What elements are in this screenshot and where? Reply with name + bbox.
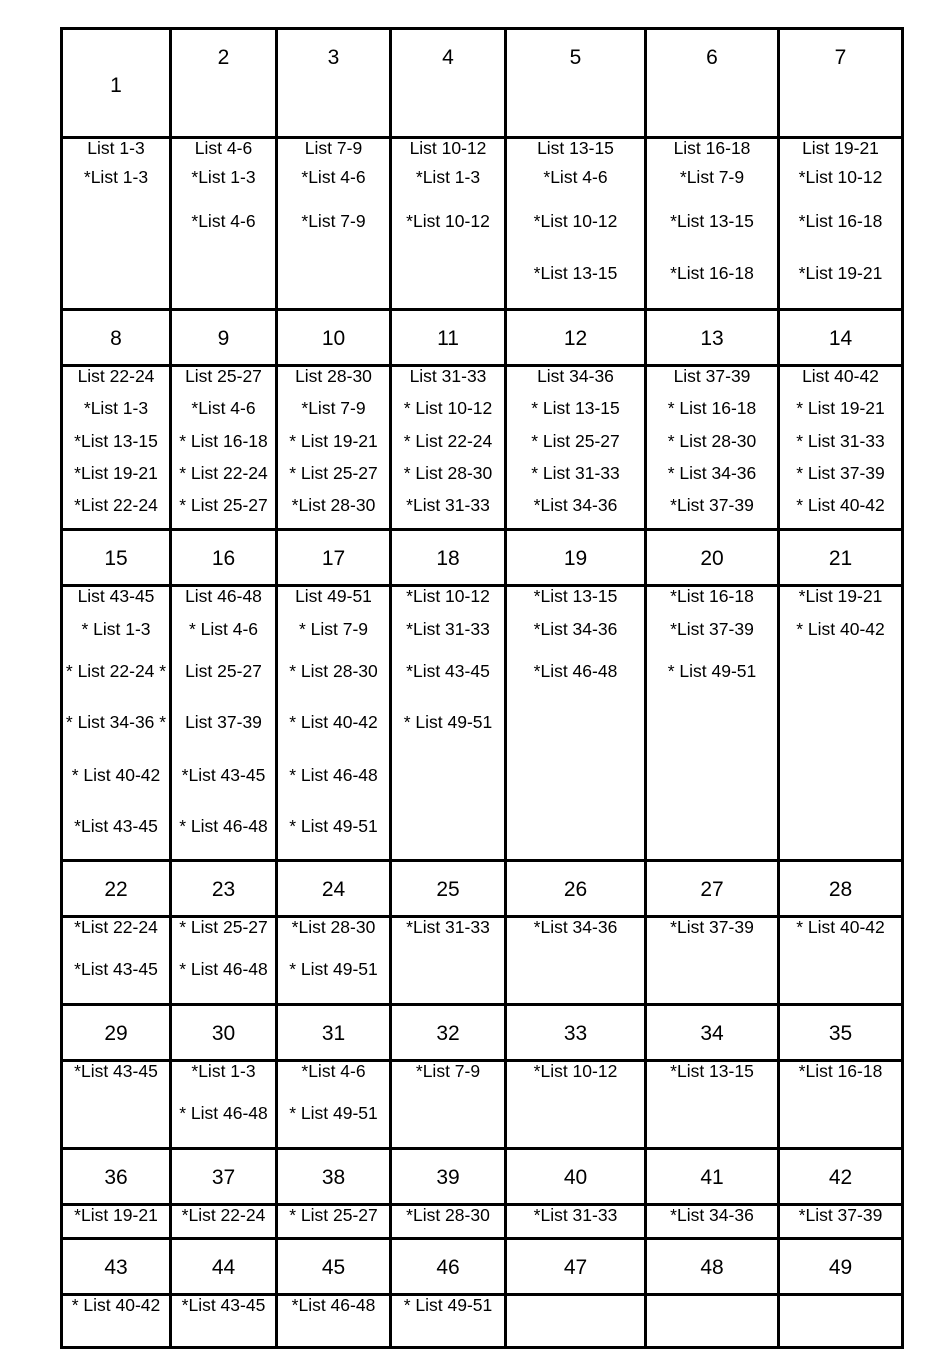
list-entry: *List 1-3 bbox=[83, 398, 149, 419]
list-entry: *List 4-6 bbox=[191, 398, 256, 419]
list-entry: *List 28-30 bbox=[406, 1205, 490, 1225]
day-number-row bbox=[62, 310, 903, 366]
list-assignment-row bbox=[62, 138, 903, 310]
list-entry: *List 28-30 bbox=[291, 495, 376, 515]
list-assignment-cell bbox=[646, 1205, 779, 1239]
day-cell bbox=[779, 530, 903, 586]
list-entry: *List 43-45 bbox=[406, 660, 490, 681]
day-cell bbox=[506, 1005, 646, 1061]
list-entry: * List 49-51 bbox=[667, 660, 757, 681]
day-number: 2 bbox=[217, 46, 230, 69]
list-assignment-cell bbox=[391, 1205, 506, 1239]
day-number: 10 bbox=[321, 327, 346, 350]
list-assignment-cell bbox=[171, 138, 277, 310]
list-entry: * List 28-30 bbox=[289, 660, 378, 681]
day-cell bbox=[391, 1005, 506, 1061]
day-cell bbox=[506, 530, 646, 586]
day-cell bbox=[779, 1005, 903, 1061]
list-entry: * List 4-6 bbox=[188, 619, 259, 640]
list-entry: *List 19-21 bbox=[798, 262, 883, 283]
list-entry: *List 1-3 bbox=[191, 1061, 256, 1081]
list-entry: List 22-24 bbox=[77, 366, 155, 386]
list-entry: *List 7-9 bbox=[415, 1061, 481, 1081]
list-assignment-cell bbox=[646, 1061, 779, 1149]
list-entry: *List 43-45 bbox=[74, 1061, 158, 1081]
day-number: 46 bbox=[436, 1256, 460, 1279]
day-cell bbox=[171, 310, 277, 366]
list-assignment-cell bbox=[646, 1295, 779, 1348]
list-entry: *List 37-39 bbox=[670, 495, 754, 515]
day-number: 19 bbox=[563, 547, 588, 570]
list-entry: *List 22-24 bbox=[181, 1205, 266, 1225]
list-entry: * List 7-9 bbox=[298, 619, 369, 640]
day-number: 41 bbox=[700, 1166, 724, 1189]
list-assignment-cell bbox=[779, 366, 903, 530]
list-entry: List 34-36 bbox=[537, 366, 614, 386]
day-number: 3 bbox=[327, 46, 340, 69]
list-assignment-cell bbox=[646, 138, 779, 310]
day-cell bbox=[391, 861, 506, 917]
study-schedule-table bbox=[60, 27, 904, 1349]
list-entry: *List 7-9 bbox=[301, 210, 366, 231]
list-entry: * List 1-3 bbox=[81, 619, 151, 640]
day-number: 20 bbox=[700, 547, 724, 570]
list-assignment-cell bbox=[506, 366, 646, 530]
list-entry: * List 40-42 bbox=[796, 495, 885, 515]
list-entry: * List 37-39 bbox=[796, 462, 885, 483]
list-assignment-cell bbox=[277, 138, 391, 310]
day-number: 18 bbox=[436, 547, 460, 570]
list-entry: *List 37-39 bbox=[670, 619, 754, 640]
list-entry: *List 43-45 bbox=[181, 765, 266, 785]
list-assignment-row bbox=[62, 917, 903, 1005]
day-number: 9 bbox=[217, 327, 230, 350]
day-cell bbox=[171, 1149, 277, 1205]
day-cell bbox=[62, 1239, 171, 1295]
list-entry: *List 10-12 bbox=[798, 167, 883, 188]
day-number: 48 bbox=[700, 1256, 724, 1279]
day-number: 39 bbox=[436, 1166, 460, 1189]
list-entry: * List 46-48 bbox=[179, 816, 268, 837]
day-cell bbox=[62, 29, 171, 138]
list-assignment-cell bbox=[779, 1205, 903, 1239]
list-entry: *List 19-21 bbox=[74, 462, 158, 483]
day-cell bbox=[779, 861, 903, 917]
list-entry: *List 22-24 bbox=[74, 917, 158, 937]
list-entry: *List 10-12 bbox=[533, 1061, 618, 1081]
list-assignment-cell bbox=[171, 1205, 277, 1239]
list-assignment-cell bbox=[277, 1061, 391, 1149]
day-number: 37 bbox=[211, 1166, 236, 1189]
list-entry: *List 16-18 bbox=[798, 1061, 883, 1081]
day-number: 8 bbox=[110, 327, 122, 350]
list-entry: *List 31-33 bbox=[406, 619, 490, 640]
list-entry: *List 13-15 bbox=[533, 262, 618, 283]
list-entry: *List 1-3 bbox=[191, 167, 256, 188]
day-cell bbox=[779, 310, 903, 366]
list-assignment-cell bbox=[277, 917, 391, 1005]
day-number: 22 bbox=[104, 878, 128, 901]
day-number: 31 bbox=[321, 1022, 346, 1045]
day-number: 30 bbox=[211, 1022, 236, 1045]
list-assignment-cell bbox=[62, 1205, 171, 1239]
list-assignment-cell bbox=[506, 138, 646, 310]
day-number: 12 bbox=[563, 327, 588, 350]
list-entry: *List 4-6 bbox=[543, 167, 608, 188]
day-number: 33 bbox=[563, 1022, 588, 1045]
day-cell bbox=[391, 1149, 506, 1205]
day-number-row bbox=[62, 29, 903, 138]
list-entry: * List 46-48 bbox=[289, 765, 378, 785]
list-entry: * List 40-42 bbox=[796, 917, 885, 937]
day-number: 35 bbox=[828, 1022, 853, 1045]
list-assignment-cell bbox=[277, 1295, 391, 1348]
list-assignment-row bbox=[62, 1295, 903, 1348]
day-number: 36 bbox=[104, 1166, 128, 1189]
list-assignment-row bbox=[62, 1061, 903, 1149]
list-entry: * List 19-21 bbox=[796, 398, 885, 419]
list-assignment-cell bbox=[171, 917, 277, 1005]
day-number-row bbox=[62, 1149, 903, 1205]
list-entry: *List 46-48 bbox=[533, 660, 618, 681]
list-entry: * List 34-36 bbox=[667, 462, 757, 483]
list-entry: *List 28-30 bbox=[291, 917, 376, 937]
list-assignment-cell bbox=[277, 366, 391, 530]
day-number: 47 bbox=[563, 1256, 588, 1279]
day-number: 44 bbox=[211, 1256, 236, 1279]
list-entry: List 49-51 bbox=[295, 586, 372, 606]
list-entry: List 25-27 bbox=[185, 660, 262, 681]
list-entry: * List 16-18 bbox=[667, 398, 757, 419]
list-assignment-cell bbox=[506, 917, 646, 1005]
list-entry: * List 34-36 * bbox=[65, 711, 167, 732]
day-cell bbox=[171, 861, 277, 917]
list-entry: * List 31-33 bbox=[796, 430, 885, 451]
list-assignment-cell bbox=[506, 1205, 646, 1239]
list-entry: *List 31-33 bbox=[406, 495, 490, 515]
day-cell bbox=[646, 310, 779, 366]
day-cell bbox=[171, 29, 277, 138]
list-assignment-cell bbox=[62, 586, 171, 861]
list-entry: *List 43-45 bbox=[74, 959, 158, 980]
day-cell bbox=[506, 29, 646, 138]
list-entry: *List 37-39 bbox=[670, 917, 754, 937]
list-entry: *List 10-12 bbox=[533, 210, 618, 231]
list-assignment-cell bbox=[779, 138, 903, 310]
list-entry: * List 28-30 bbox=[403, 462, 493, 483]
list-assignment-cell bbox=[62, 1295, 171, 1348]
list-entry: *List 34-36 bbox=[670, 1205, 754, 1225]
list-entry: *List 37-39 bbox=[798, 1205, 883, 1225]
list-entry: * List 49-51 bbox=[289, 816, 378, 837]
day-cell bbox=[506, 310, 646, 366]
list-entry: * List 31-33 bbox=[531, 462, 620, 483]
day-number: 1 bbox=[110, 74, 122, 97]
list-entry: * List 40-42 bbox=[796, 619, 885, 640]
list-assignment-cell bbox=[779, 917, 903, 1005]
list-entry: List 46-48 bbox=[185, 586, 262, 606]
list-assignment-cell bbox=[506, 1061, 646, 1149]
list-entry: List 7-9 bbox=[304, 138, 363, 158]
list-entry: * List 22-24 bbox=[179, 462, 268, 483]
list-entry: *List 34-36 bbox=[533, 619, 618, 640]
day-number: 28 bbox=[828, 878, 853, 901]
list-entry: List 37-39 bbox=[185, 711, 262, 732]
list-entry: List 28-30 bbox=[295, 366, 372, 386]
day-number-row bbox=[62, 1005, 903, 1061]
list-assignment-row bbox=[62, 1205, 903, 1239]
list-assignment-cell bbox=[171, 586, 277, 861]
list-assignment-cell bbox=[779, 1061, 903, 1149]
day-number: 40 bbox=[563, 1166, 588, 1189]
day-cell bbox=[779, 29, 903, 138]
list-entry: List 19-21 bbox=[802, 138, 879, 158]
list-entry: List 1-3 bbox=[87, 138, 145, 158]
list-assignment-cell bbox=[646, 917, 779, 1005]
list-entry: *List 16-18 bbox=[798, 210, 883, 231]
list-entry: * List 10-12 bbox=[403, 398, 493, 419]
list-assignment-cell bbox=[171, 1295, 277, 1348]
list-assignment-cell bbox=[277, 586, 391, 861]
list-entry: *List 13-15 bbox=[74, 430, 158, 451]
list-entry: List 10-12 bbox=[409, 138, 487, 158]
day-number: 4 bbox=[442, 46, 454, 69]
day-cell bbox=[646, 29, 779, 138]
day-number: 29 bbox=[104, 1022, 128, 1045]
list-assignment-cell bbox=[171, 366, 277, 530]
day-cell bbox=[277, 29, 391, 138]
day-cell bbox=[62, 530, 171, 586]
day-number-row bbox=[62, 861, 903, 917]
day-cell bbox=[277, 310, 391, 366]
day-cell bbox=[277, 1239, 391, 1295]
list-entry: *List 4-6 bbox=[191, 210, 256, 231]
list-entry: *List 22-24 bbox=[74, 495, 158, 515]
day-cell bbox=[62, 1005, 171, 1061]
day-number: 34 bbox=[700, 1022, 724, 1045]
list-entry: List 43-45 bbox=[77, 586, 155, 606]
list-assignment-cell bbox=[391, 366, 506, 530]
day-cell bbox=[779, 1239, 903, 1295]
list-entry: *List 31-33 bbox=[406, 917, 490, 937]
list-entry: *List 10-12 bbox=[406, 586, 490, 606]
day-cell bbox=[62, 861, 171, 917]
list-assignment-cell bbox=[62, 1061, 171, 1149]
list-entry: *List 43-45 bbox=[181, 1295, 266, 1315]
day-cell bbox=[62, 310, 171, 366]
list-assignment-row bbox=[62, 586, 903, 861]
list-entry: *List 1-3 bbox=[415, 167, 481, 188]
day-number: 27 bbox=[700, 878, 724, 901]
day-cell bbox=[277, 1149, 391, 1205]
list-entry: List 4-6 bbox=[194, 138, 253, 158]
day-number: 23 bbox=[211, 878, 236, 901]
list-entry: * List 13-15 bbox=[531, 398, 620, 419]
list-assignment-cell bbox=[779, 1295, 903, 1348]
day-number-row bbox=[62, 530, 903, 586]
list-entry: * List 19-21 bbox=[289, 430, 378, 451]
list-entry: List 31-33 bbox=[409, 366, 487, 386]
day-number: 43 bbox=[104, 1256, 128, 1279]
list-entry: * List 22-24 bbox=[403, 430, 493, 451]
list-entry: *List 4-6 bbox=[301, 167, 366, 188]
day-number: 16 bbox=[211, 547, 236, 570]
list-assignment-cell bbox=[171, 1061, 277, 1149]
list-entry: * List 16-18 bbox=[179, 430, 268, 451]
day-cell bbox=[277, 530, 391, 586]
day-cell bbox=[391, 530, 506, 586]
list-assignment-cell bbox=[62, 138, 171, 310]
list-entry: *List 34-36 bbox=[533, 917, 618, 937]
list-assignment-cell bbox=[646, 366, 779, 530]
list-entry: * List 49-51 bbox=[289, 959, 378, 980]
day-cell bbox=[646, 1239, 779, 1295]
list-entry: *List 46-48 bbox=[291, 1295, 376, 1315]
day-cell bbox=[171, 530, 277, 586]
list-entry: * List 40-42 bbox=[289, 711, 378, 732]
day-number: 24 bbox=[321, 878, 346, 901]
list-entry: *List 31-33 bbox=[533, 1205, 618, 1225]
list-entry: *List 7-9 bbox=[679, 167, 745, 188]
list-entry: *List 13-15 bbox=[533, 586, 618, 606]
list-entry: *List 1-3 bbox=[83, 167, 149, 188]
list-entry: *List 16-18 bbox=[670, 586, 754, 606]
list-assignment-cell bbox=[646, 586, 779, 861]
list-assignment-cell bbox=[62, 366, 171, 530]
day-number: 32 bbox=[436, 1022, 460, 1045]
list-entry: *List 4-6 bbox=[301, 1061, 366, 1081]
list-entry: *List 7-9 bbox=[301, 398, 366, 419]
day-number: 14 bbox=[828, 327, 853, 350]
list-entry: * List 28-30 bbox=[667, 430, 757, 451]
day-number: 6 bbox=[706, 46, 718, 69]
list-entry: * List 46-48 bbox=[179, 959, 268, 980]
day-number: 49 bbox=[828, 1256, 853, 1279]
day-number: 5 bbox=[569, 46, 582, 69]
list-entry: * List 49-51 bbox=[403, 1295, 493, 1315]
day-cell bbox=[646, 861, 779, 917]
list-entry: List 37-39 bbox=[673, 366, 751, 386]
day-cell bbox=[506, 1149, 646, 1205]
day-number: 25 bbox=[436, 878, 460, 901]
day-number: 38 bbox=[321, 1166, 346, 1189]
list-entry: * List 49-51 bbox=[289, 1103, 378, 1124]
list-assignment-cell bbox=[506, 1295, 646, 1348]
day-cell bbox=[277, 861, 391, 917]
list-entry: * List 49-51 bbox=[403, 711, 493, 732]
list-entry: *List 34-36 bbox=[533, 495, 618, 515]
list-assignment-cell bbox=[391, 1295, 506, 1348]
list-assignment-cell bbox=[391, 1061, 506, 1149]
list-entry: * List 25-27 bbox=[531, 430, 620, 451]
list-entry: * List 25-27 bbox=[289, 462, 378, 483]
day-number: 45 bbox=[321, 1256, 346, 1279]
list-assignment-cell bbox=[779, 586, 903, 861]
day-number: 21 bbox=[828, 547, 853, 570]
list-entry: * List 40-42 bbox=[71, 765, 161, 785]
day-cell bbox=[506, 861, 646, 917]
day-cell bbox=[646, 530, 779, 586]
day-cell bbox=[277, 1005, 391, 1061]
list-entry: * List 25-27 bbox=[179, 917, 268, 937]
day-cell bbox=[391, 29, 506, 138]
day-number: 42 bbox=[828, 1166, 853, 1189]
list-assignment-cell bbox=[62, 917, 171, 1005]
list-entry: List 40-42 bbox=[802, 366, 879, 386]
list-entry: List 13-15 bbox=[537, 138, 614, 158]
day-number: 17 bbox=[321, 547, 346, 570]
day-cell bbox=[779, 1149, 903, 1205]
list-entry: List 16-18 bbox=[673, 138, 751, 158]
list-entry: * List 25-27 bbox=[179, 495, 268, 515]
list-assignment-cell bbox=[391, 586, 506, 861]
list-assignment-cell bbox=[506, 586, 646, 861]
day-number: 7 bbox=[834, 46, 847, 69]
list-entry: *List 13-15 bbox=[670, 210, 754, 231]
list-assignment-cell bbox=[277, 1205, 391, 1239]
list-entry: *List 13-15 bbox=[670, 1061, 754, 1081]
schedule-body bbox=[62, 29, 903, 1348]
list-entry: *List 43-45 bbox=[74, 816, 158, 837]
day-cell bbox=[646, 1005, 779, 1061]
day-number: 13 bbox=[700, 327, 724, 350]
day-number: 11 bbox=[437, 327, 459, 350]
list-entry: * List 22-24 * bbox=[65, 660, 167, 681]
list-entry: *List 16-18 bbox=[670, 262, 754, 283]
day-cell bbox=[391, 310, 506, 366]
day-cell bbox=[171, 1239, 277, 1295]
list-entry: *List 19-21 bbox=[74, 1205, 158, 1225]
list-assignment-row bbox=[62, 366, 903, 530]
day-cell bbox=[391, 1239, 506, 1295]
day-number: 15 bbox=[104, 547, 128, 570]
day-cell bbox=[171, 1005, 277, 1061]
list-assignment-cell bbox=[391, 138, 506, 310]
day-number: 26 bbox=[563, 878, 588, 901]
list-assignment-cell bbox=[391, 917, 506, 1005]
list-entry: * List 25-27 bbox=[289, 1205, 378, 1225]
day-number-row bbox=[62, 1239, 903, 1295]
day-cell bbox=[506, 1239, 646, 1295]
list-entry: *List 10-12 bbox=[406, 210, 490, 231]
day-cell bbox=[62, 1149, 171, 1205]
list-entry: * List 46-48 bbox=[179, 1103, 268, 1124]
day-cell bbox=[646, 1149, 779, 1205]
list-entry: *List 19-21 bbox=[798, 586, 883, 606]
list-entry: List 25-27 bbox=[185, 366, 262, 386]
list-entry: * List 40-42 bbox=[71, 1295, 161, 1315]
